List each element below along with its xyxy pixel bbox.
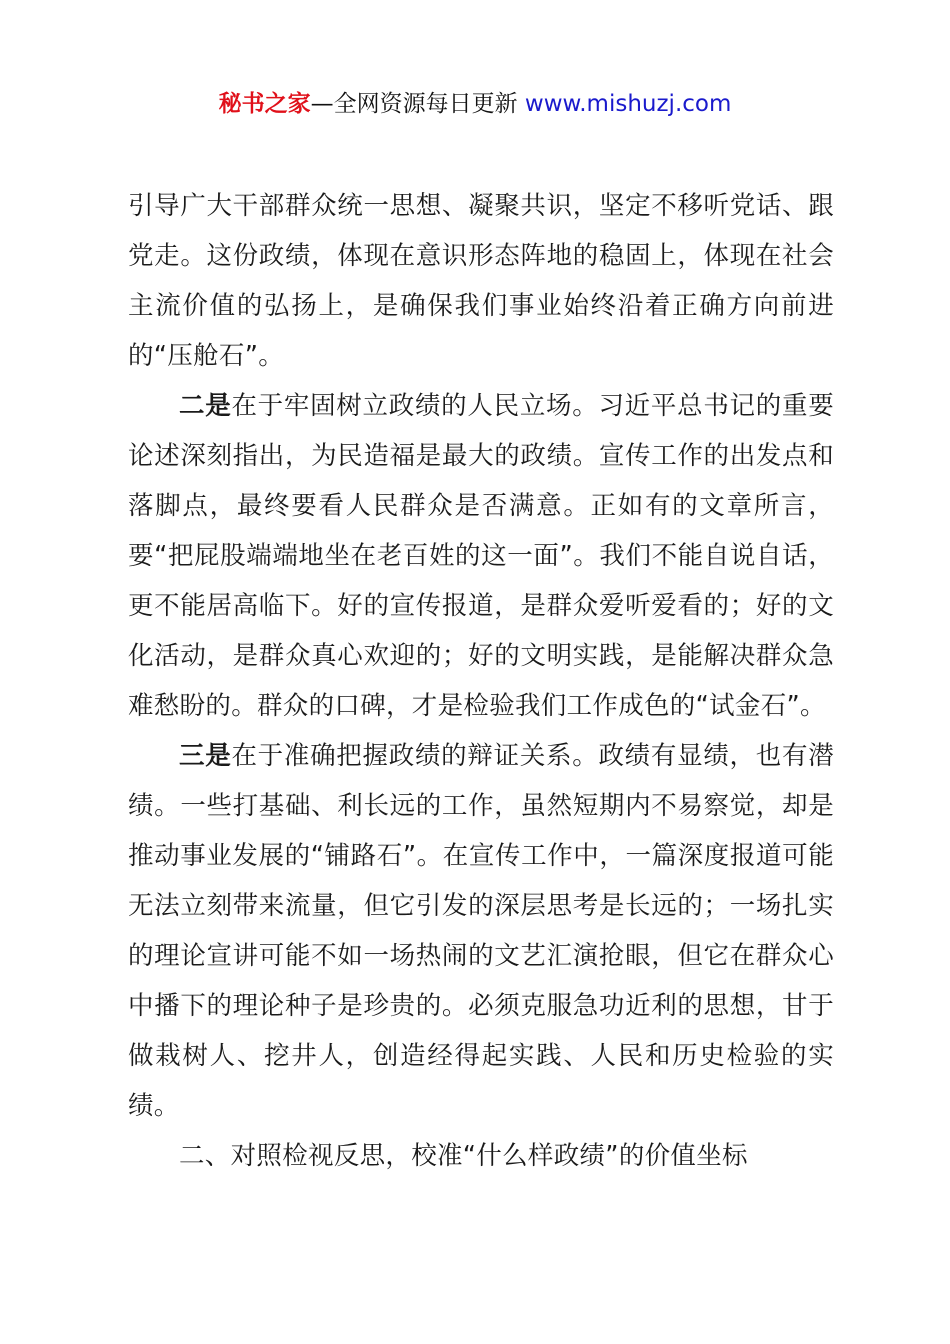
site-tagline: —全网资源每日更新 (310, 91, 525, 117)
site-url[interactable]: www.mishuzj.com (524, 91, 732, 117)
site-header (0, 88, 950, 120)
paragraph-second-point (128, 381, 834, 731)
site-brand: 秘书之家 (218, 91, 311, 117)
paragraph-continued (128, 181, 834, 381)
section-heading: 二、对照检视反思，校准“什么样政绩”的价值坐标 (179, 1141, 748, 1171)
paragraph-text: 在于牢固树立政绩的人民立场。习近平总书记的重要论述深刻指出，为民造福是最大的政绩。宣传工作的出发点和落脚点，最终要看人民群众是否满意。正如有的文章所言，要“把屁股端端地坐在老百姓的这一面”。我们不能自说自话，更不能居高临下。好的宣传报道，是群众爱听爱看的；好的文化活动，是群众真心欢迎的；好的文明实践，是能解决群众急难愁盼的。群众的口碑，才是检验我们工作成色的“试金石”。 (128, 391, 834, 721)
document-body (128, 181, 834, 1181)
paragraph-third-point (128, 731, 834, 1131)
paragraph-text: 在于准确把握政绩的辩证关系。政绩有显绩，也有潜绩。一些打基础、利长远的工作，虽然短期内不易察觉，却是推动事业发展的“铺路石”。在宣传工作中，一篇深度报道可能无法立刻带来流量，但它引发的深层思考是长远的；一场扎实的理论宣讲可能不如一场热闹的文艺汇演抢眼，但它在群众心中播下的理论种子是珍贵的。必须克服急功近利的思想，甘于做栽树人、挖井人，创造经得起实践、人民和历史检验的实绩。 (128, 741, 834, 1121)
paragraph-lead: 二是 (179, 391, 232, 421)
paragraph-text: 引导广大干部群众统一思想、凝聚共识，坚定不移听党话、跟党走。这份政绩，体现在意识形态阵地的稳固上，体现在社会主流价值的弘扬上，是确保我们事业始终沿着正确方向前进的“压舱石”。 (128, 191, 834, 371)
paragraph-lead: 三是 (179, 741, 232, 771)
